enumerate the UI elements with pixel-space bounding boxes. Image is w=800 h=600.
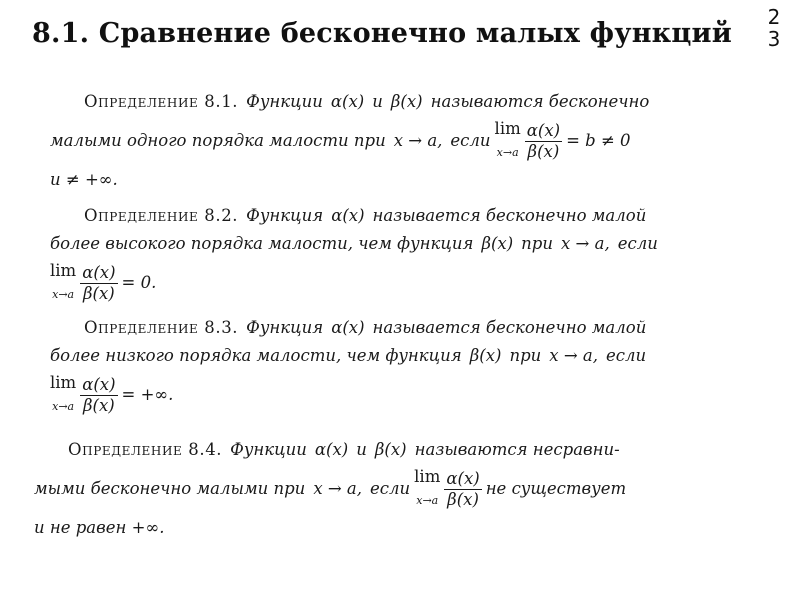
- definition-heading: Определение 8.4.: [68, 440, 223, 459]
- definition-text: называется бесконечно малой: [372, 206, 647, 225]
- beta-symbol: β(x): [481, 234, 514, 253]
- beta-symbol: β(x): [374, 440, 407, 459]
- limit-expression: [414, 463, 482, 515]
- limit-condition: x → a,: [313, 479, 363, 498]
- fraction-denominator: β(x): [83, 395, 115, 415]
- definition-text: более высокого порядка малости, чем функция: [50, 234, 474, 253]
- fraction-numerator: α(x): [82, 374, 116, 394]
- definition-text: если: [450, 131, 491, 150]
- limit-condition: x → a,: [561, 234, 610, 253]
- lim-symbol: lim: [414, 467, 441, 486]
- definition-text: и: [372, 92, 383, 111]
- definition-text: более низкого порядка малости, чем функция: [50, 346, 462, 365]
- alpha-symbol: α(x): [314, 440, 349, 459]
- definition-8-1: [50, 88, 714, 194]
- definition-text: называются несравни-: [414, 440, 620, 459]
- fraction-numerator: α(x): [82, 262, 116, 282]
- page-number-digit: 2: [767, 5, 781, 29]
- definition-heading: Определение 8.3.: [84, 318, 239, 337]
- fraction-denominator: β(x): [527, 141, 560, 161]
- page-number: [766, 6, 782, 50]
- definition-heading: Определение 8.2.: [84, 206, 239, 225]
- alpha-symbol: α(x): [331, 206, 365, 225]
- limit-value: = +∞.: [121, 385, 174, 404]
- limit-condition: x → a,: [393, 131, 443, 150]
- fraction-numerator: α(x): [526, 120, 561, 140]
- limit-expression: [495, 115, 563, 167]
- definition-8-3: [50, 314, 714, 420]
- definition-text: при: [509, 346, 542, 365]
- definition-text: Функции: [246, 92, 323, 111]
- definition-text: при: [521, 234, 553, 253]
- alpha-symbol: α(x): [330, 92, 365, 111]
- limit-expression: [50, 369, 118, 421]
- definition-text: если: [605, 346, 647, 365]
- definition-text: если: [370, 479, 411, 498]
- definition-8-2: [50, 202, 714, 308]
- definition-8-4: [34, 436, 714, 542]
- lim-subscript: x→a: [496, 146, 519, 159]
- definition-text: Функции: [230, 440, 307, 459]
- lim-subscript: x→a: [52, 400, 75, 413]
- definition-text: и не равен +∞.: [34, 518, 165, 537]
- limit-expression: [50, 257, 118, 309]
- definition-text: малыми одного порядка малости при: [50, 131, 386, 150]
- beta-symbol: β(x): [390, 92, 423, 111]
- fraction-denominator: β(x): [447, 489, 479, 509]
- definition-text: не существует: [485, 479, 627, 498]
- lim-subscript: x→a: [416, 494, 439, 507]
- limit-condition: x → a,: [549, 346, 598, 365]
- lim-subscript: x→a: [52, 288, 75, 301]
- definition-text: и: [356, 440, 367, 459]
- limit-value: = b ≠ 0: [566, 131, 631, 150]
- alpha-symbol: α(x): [331, 318, 365, 337]
- definition-text: называется бесконечно малой: [372, 318, 647, 337]
- definition-text: если: [617, 234, 658, 253]
- fraction-denominator: β(x): [83, 283, 115, 303]
- lim-symbol: lim: [494, 119, 521, 138]
- limit-value: = 0.: [121, 273, 157, 292]
- definition-heading: Определение 8.1.: [84, 92, 239, 111]
- definition-text: называются бесконечно: [430, 92, 650, 111]
- definition-text: мыми бесконечно малыми при: [34, 479, 306, 498]
- lim-symbol: lim: [50, 373, 77, 392]
- page-number-digit: 3: [767, 27, 781, 51]
- beta-symbol: β(x): [469, 346, 502, 365]
- lim-symbol: lim: [50, 261, 77, 280]
- section-title: 8.1. Сравнение бесконечно малых функций: [32, 18, 732, 49]
- definition-text: Функция: [246, 318, 324, 337]
- definition-text: Функция: [246, 206, 324, 225]
- fraction-numerator: α(x): [446, 468, 480, 488]
- definition-text: и ≠ +∞.: [50, 170, 118, 189]
- definitions: [34, 88, 714, 542]
